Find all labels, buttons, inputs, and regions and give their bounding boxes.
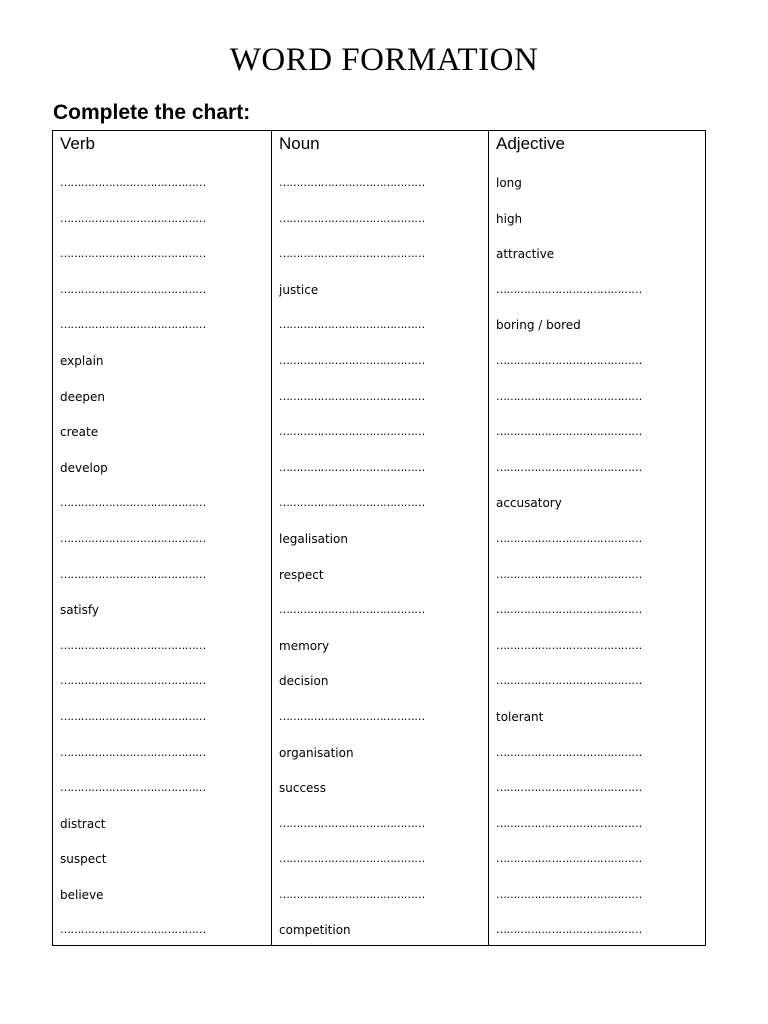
verb-blank-field[interactable]: …………………………………… [60,674,206,688]
noun-column-header: Noun [279,134,320,153]
adjective-blank-field[interactable]: …………………………………… [496,389,642,403]
verb-word: satisfy [60,603,100,618]
noun-blank-field[interactable]: …………………………………… [279,211,425,225]
adjective-blank-field[interactable]: …………………………………… [496,674,642,688]
noun-blank-field[interactable]: …………………………………… [279,887,425,901]
adjective-column [488,131,705,945]
adjective-blank-field[interactable]: …………………………………… [496,745,642,759]
adjective-blank-field[interactable]: …………………………………… [496,638,642,652]
noun-blank-field[interactable]: …………………………………… [279,709,425,723]
adjective-blank-field[interactable]: …………………………………… [496,887,642,901]
verb-blank-field[interactable]: …………………………………… [60,638,206,652]
verb-blank-field[interactable]: …………………………………… [60,211,206,225]
page-title: WORD FORMATION [229,42,539,78]
adjective-blank-field[interactable]: …………………………………… [496,353,642,367]
verb-blank-field[interactable]: …………………………………… [60,318,206,332]
verb-blank-field[interactable]: …………………………………… [60,567,206,581]
noun-word: competition [279,923,351,938]
adjective-blank-field[interactable]: …………………………………… [496,852,642,866]
instruction-heading: Complete the chart: [53,101,251,124]
adjective-column-header: Adjective [496,134,565,153]
verb-blank-field[interactable]: …………………………………… [60,781,206,795]
noun-column [271,131,488,945]
noun-blank-field[interactable]: …………………………………… [279,247,425,261]
adjective-word: tolerant [496,709,544,724]
adjective-word: boring / bored [496,318,581,333]
noun-word: decision [279,674,329,689]
noun-blank-field[interactable]: …………………………………… [279,353,425,367]
noun-word: memory [279,638,330,653]
verb-blank-field[interactable]: …………………………………… [60,496,206,510]
noun-column-rows [279,176,484,959]
verb-column [53,131,271,945]
adjective-blank-field[interactable]: …………………………………… [496,460,642,474]
adjective-blank-field[interactable]: …………………………………… [496,282,642,296]
adjective-column-rows [496,176,701,959]
noun-blank-field[interactable]: …………………………………… [279,603,425,617]
verb-blank-field[interactable]: …………………………………… [60,247,206,261]
adjective-blank-field[interactable]: …………………………………… [496,531,642,545]
noun-word: respect [279,567,324,582]
noun-word: success [279,781,326,796]
noun-blank-field[interactable]: …………………………………… [279,460,425,474]
verb-word: explain [60,353,104,368]
adjective-blank-field[interactable]: …………………………………… [496,816,642,830]
noun-blank-field[interactable]: …………………………………… [279,852,425,866]
verb-blank-field[interactable]: …………………………………… [60,923,206,937]
noun-word: legalisation [279,531,348,546]
adjective-word: accusatory [496,496,562,511]
verb-column-rows [60,176,267,959]
verb-word: develop [60,460,108,475]
adjective-blank-field[interactable]: …………………………………… [496,567,642,581]
verb-blank-field[interactable]: …………………………………… [60,709,206,723]
verb-blank-field[interactable]: …………………………………… [60,745,206,759]
noun-blank-field[interactable]: …………………………………… [279,389,425,403]
adjective-word: long [496,176,522,190]
verb-word: believe [60,887,104,902]
adjective-blank-field[interactable]: …………………………………… [496,781,642,795]
noun-blank-field[interactable]: …………………………………… [279,176,425,189]
adjective-blank-field[interactable]: …………………………………… [496,425,642,439]
verb-word: create [60,425,99,440]
verb-word: suspect [60,852,107,867]
adjective-blank-field[interactable]: …………………………………… [496,603,642,617]
verb-blank-field[interactable]: …………………………………… [60,282,206,296]
noun-blank-field[interactable]: …………………………………… [279,816,425,830]
adjective-word: high [496,211,523,226]
verb-blank-field[interactable]: …………………………………… [60,531,206,545]
noun-blank-field[interactable]: …………………………………… [279,496,425,510]
verb-column-header: Verb [60,134,95,153]
verb-word: distract [60,816,106,831]
verb-word: deepen [60,389,105,404]
verb-blank-field[interactable]: …………………………………… [60,176,206,189]
adjective-word: attractive [496,247,555,262]
word-formation-chart [52,130,706,946]
noun-blank-field[interactable]: …………………………………… [279,318,425,332]
noun-word: organisation [279,745,354,760]
adjective-blank-field[interactable]: …………………………………… [496,923,642,937]
noun-word: justice [279,282,319,297]
noun-blank-field[interactable]: …………………………………… [279,425,425,439]
